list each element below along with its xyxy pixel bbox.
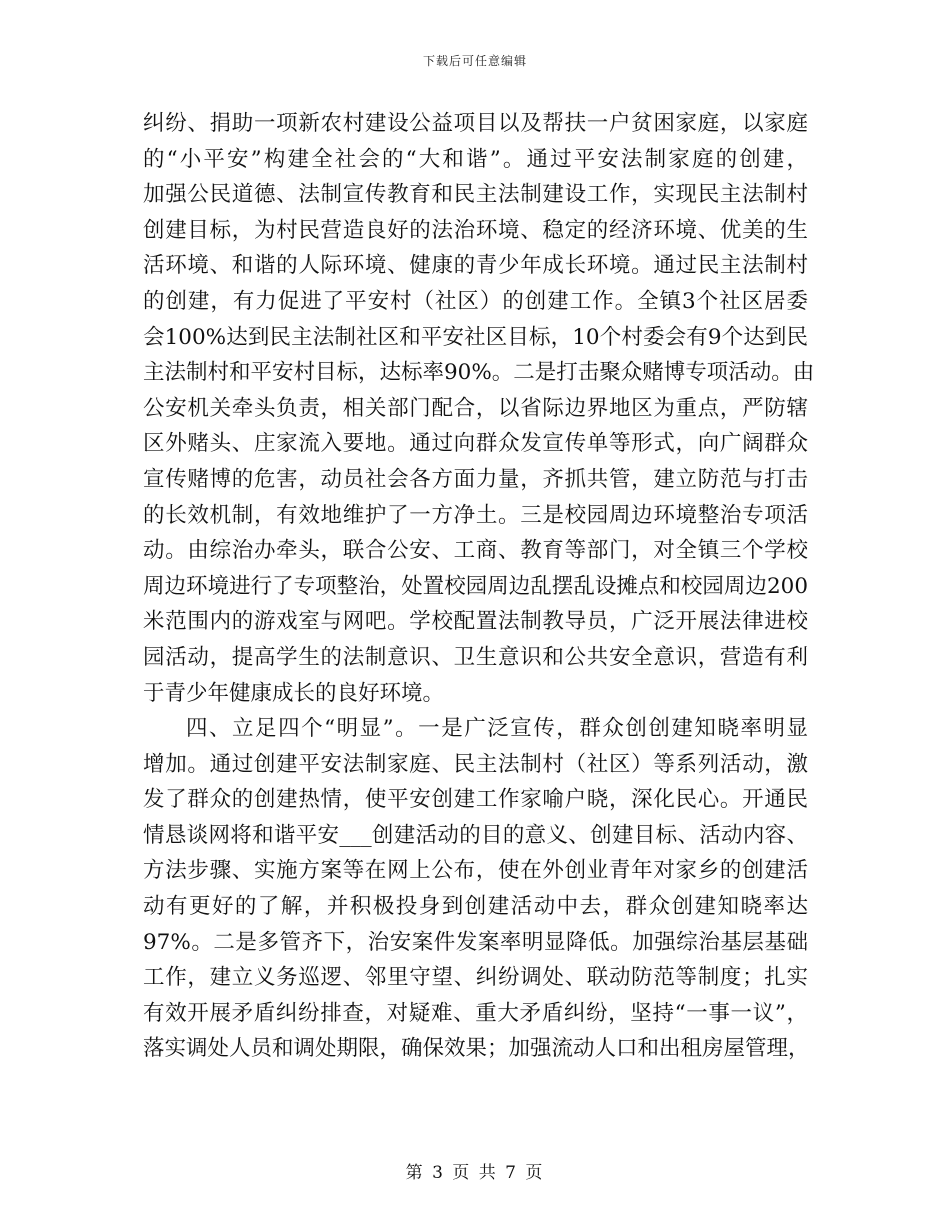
text-line: 加强公民道德、法制宣传教育和民主法制建设工作，实现民主法制村: [143, 182, 808, 208]
text-line: 纠纷、捐助一项新农村建设公益项目以及帮扶一户贫困家庭，以家庭: [143, 111, 808, 136]
text-line: 活环境、和谐的人际环境、健康的青少年成长环境。通过民主法制村: [143, 253, 808, 279]
text-line: 97%。二是多管齐下，治安案件发案率明显降低。加强综治基层基础: [143, 929, 808, 955]
text-line: 主法制村和平安村目标，达标率90%。二是打击聚众赌博专项活动。由: [143, 360, 815, 386]
text-line: 工作，建立义务巡逻、邻里守望、纠纷调处、联动防范等制度；扎实: [143, 965, 808, 991]
paragraph-1: [143, 106, 815, 711]
text-line: 米范围内的游戏室与网吧。学校配置法制教导员，广泛开展法律进校: [143, 609, 808, 635]
text-line: 公安机关牵头负责，相关部门配合，以省际边界地区为重点，严防辖: [143, 395, 808, 421]
text-line: 的长效机制，有效地维护了一方净土。三是校园周边环境整治专项活: [143, 502, 808, 528]
text-line: 创建目标，为村民营造良好的法治环境、稳定的经济环境、优美的生: [143, 217, 808, 243]
text-line: 周边环境进行了专项整治，处置校园周边乱摆乱设摊点和校园周边200: [143, 573, 808, 599]
page-header-note: 下载后可任意编辑: [422, 54, 527, 68]
text-line: 动有更好的了解，并积极投身到创建活动中去，群众创建知晓率达: [143, 894, 808, 920]
text-line: 发了群众的创建热情，使平安创建工作家喻户晓，深化民心。开通民: [143, 787, 808, 813]
page-number: 第 3 页 共 7 页: [405, 1163, 545, 1183]
text-line: 宣传赌博的危害，动员社会各方面力量，齐抓共管，建立防范与打击: [143, 466, 808, 492]
text-line: 方法步骤、实施方案等在网上公布，使在外创业青年对家乡的创建活: [143, 858, 808, 884]
text-line: 区外赌头、庄家流入要地。通过向群众发宣传单等形式，向广阔群众: [143, 431, 808, 457]
text-line: 于青少年健康成长的良好环境。: [143, 680, 445, 706]
text-line: 有效开展矛盾纠纷排查，对疑难、重大矛盾纠纷，坚持“一事一议”，: [143, 1000, 808, 1026]
text-line: 动。由综治办牵头，联合公安、工商、教育等部门，对全镇三个学校: [143, 538, 808, 564]
text-line: 的“小平安”构建全社会的“大和谐”。通过平安法制家庭的创建，: [143, 146, 808, 172]
text-line: 园活动，提高学生的法制意识、卫生意识和公共安全意识，营造有利: [143, 644, 808, 670]
document-body: [143, 106, 815, 1067]
paragraph-2: [143, 711, 808, 1067]
text-line: 落实调处人员和调处期限，确保效果；加强流动人口和出租房屋管理，: [143, 1036, 810, 1062]
text-line: 的创建，有力促进了平安村（社区）的创建工作。全镇3个社区居委: [143, 288, 808, 314]
text-line: 会100%达到民主法制社区和平安社区目标，10个村委会有9个达到民: [143, 324, 808, 350]
text-line: 增加。通过创建平安法制家庭、民主法制村（社区）等系列活动，激: [143, 751, 808, 777]
text-line: 情恳谈网将和谐平安___创建活动的目的意义、创建目标、活动内容、: [143, 822, 808, 848]
text-line: 四、立足四个“明显”。一是广泛宣传，群众创创建知晓率明显: [186, 716, 808, 742]
